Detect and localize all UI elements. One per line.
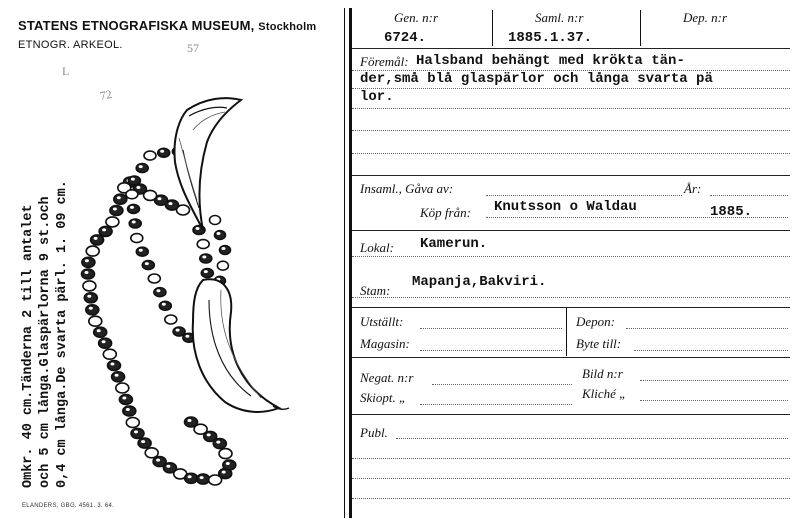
bead — [185, 417, 198, 427]
kop-year: 1885. — [710, 204, 753, 220]
bead — [128, 176, 140, 185]
bead-highlight — [226, 462, 230, 465]
bead-highlight — [222, 471, 226, 474]
bead-highlight — [102, 340, 106, 343]
bead — [136, 164, 148, 173]
bead-highlight — [97, 329, 101, 332]
gen-number-value: 6724. — [384, 30, 427, 46]
ar-label: År: — [684, 181, 702, 196]
bead-highlight — [139, 249, 143, 252]
stam-value: Mapanja,Bakviri. — [412, 274, 547, 290]
foremal-line-2: der,små blå glaspärlor och långa svarta pä — [360, 71, 713, 87]
kliche-dotted-field — [640, 400, 788, 401]
byte-dotted-field — [634, 350, 788, 351]
bead-highlight — [185, 335, 189, 338]
bead-highlight — [141, 440, 145, 443]
bead — [82, 257, 95, 267]
bead-highlight — [89, 307, 93, 310]
bead-highlight — [106, 351, 110, 354]
bead-highlight — [160, 150, 164, 153]
museum-name: STATENS ETNOGRAFISKA MUSEUM, — [18, 18, 255, 33]
bead-highlight — [216, 441, 220, 444]
bead — [185, 473, 198, 483]
bead — [165, 315, 177, 324]
saml-number-label: Saml. n:r — [535, 10, 584, 25]
bead — [126, 418, 139, 428]
bead-highlight — [202, 256, 206, 259]
bead — [210, 216, 221, 225]
bead-highlight — [136, 186, 140, 189]
printer-imprint: ELANDERS, GBG. 4561. 3. 64. — [22, 503, 115, 509]
insaml-label: Insaml., Gåva av: — [360, 181, 454, 196]
bead — [86, 305, 99, 315]
bead — [154, 288, 166, 297]
bead-highlight — [156, 289, 160, 292]
notes-line-3: 0,4 cm långa.De svarta pärl. 1. 09 cm. — [55, 180, 70, 488]
rule-header — [352, 48, 790, 49]
bead — [116, 383, 129, 393]
bead — [83, 281, 96, 291]
bead — [131, 428, 144, 438]
bead-highlight — [200, 241, 204, 244]
foremal-line-3: lor. — [360, 89, 394, 105]
bead-highlight — [131, 178, 135, 181]
dotted-line — [352, 256, 790, 257]
rule-foremal — [352, 175, 790, 176]
bead — [106, 217, 119, 227]
dotted-line — [352, 478, 790, 479]
ar-dotted-field — [710, 195, 788, 196]
bead-highlight — [166, 465, 170, 468]
bead — [217, 261, 228, 270]
negat-label: Negat. n:r — [360, 370, 414, 385]
bead-highlight — [94, 237, 98, 240]
dotted-line — [352, 297, 790, 298]
kop-value: Knutsson o Waldau — [494, 199, 637, 215]
bead-highlight — [158, 197, 162, 200]
bead-highlight — [126, 408, 130, 411]
bead — [145, 448, 158, 458]
museum-city: Stockholm — [258, 21, 317, 33]
bead-highlight — [151, 276, 155, 279]
bead-highlight — [207, 433, 211, 436]
bead-highlight — [89, 248, 93, 251]
bild-label: Bild n:r — [582, 366, 623, 381]
bead — [201, 269, 213, 278]
bead-highlight — [222, 247, 226, 250]
storage-divider — [566, 308, 567, 356]
bead — [173, 327, 185, 336]
bead-highlight — [162, 303, 166, 306]
faint-catalog-mark: 57 — [187, 41, 199, 55]
foremal-line-1: Halsband behängt med krökta tän- — [416, 53, 685, 69]
bead — [138, 438, 151, 448]
foremal-label: Föremål: — [360, 54, 409, 69]
bead-highlight — [86, 283, 90, 286]
bead-highlight — [122, 397, 126, 400]
bead — [215, 231, 226, 240]
card-left-rule — [344, 8, 345, 518]
insaml-dotted-field — [486, 195, 682, 196]
bead — [219, 449, 232, 459]
bead-highlight — [145, 262, 149, 265]
rule-storage — [352, 357, 790, 358]
bead — [114, 194, 127, 204]
bead — [91, 235, 104, 245]
bead-highlight — [217, 232, 221, 235]
bead — [119, 395, 132, 405]
bead-highlight — [113, 208, 117, 211]
saml-number-value: 1885.1.37. — [508, 30, 593, 46]
bead — [128, 204, 140, 213]
bild-dotted-field — [640, 380, 788, 381]
header-divider-1 — [492, 10, 493, 46]
dotted-line — [352, 88, 790, 89]
bead — [223, 460, 236, 470]
bead — [99, 338, 112, 348]
bead — [220, 246, 231, 255]
depon-dotted-field — [626, 328, 788, 329]
bead-highlight — [132, 221, 136, 224]
header-divider-2 — [640, 10, 641, 46]
stam-label: Stam: — [360, 283, 391, 298]
bead-highlight — [156, 459, 160, 462]
bead-highlight — [212, 477, 216, 480]
bead-highlight — [147, 153, 151, 156]
notes-line-1: Omkr. 40 cm.Tänderna 2 till antalet — [21, 204, 36, 488]
bead — [89, 316, 102, 326]
kop-dotted-field — [486, 217, 788, 218]
skiopt-dotted-field — [420, 404, 572, 405]
lokal-value: Kamerun. — [420, 236, 488, 252]
bead-highlight — [139, 165, 143, 168]
bead-highlight — [200, 476, 204, 479]
bead-highlight — [92, 318, 96, 321]
bead — [112, 372, 125, 382]
bead-highlight — [117, 196, 121, 199]
depon-label: Depon: — [576, 314, 615, 329]
publ-dotted-field — [396, 438, 788, 439]
bead-highlight — [197, 426, 201, 429]
bead-highlight — [133, 235, 137, 238]
bead-highlight — [134, 430, 138, 433]
bead-highlight — [176, 329, 180, 332]
gen-number-label: Gen. n:r — [394, 10, 439, 25]
bead-highlight — [129, 420, 133, 423]
bead-highlight — [85, 271, 89, 274]
bead-highlight — [180, 207, 184, 210]
bead-highlight — [169, 202, 173, 205]
skiopt-label: Skiopt. „ — [360, 390, 407, 405]
kliche-label: Kliché „ — [582, 386, 627, 401]
bead-highlight — [128, 191, 132, 194]
card-left-rule-heavy — [349, 8, 352, 518]
bead — [197, 240, 209, 249]
bead — [94, 327, 107, 337]
kop-label: Köp från: — [420, 205, 471, 220]
magasin-dotted-field — [420, 350, 562, 351]
bead — [148, 274, 160, 283]
rule-insaml — [352, 230, 790, 231]
bead — [86, 246, 99, 256]
bead-highlight — [147, 192, 151, 195]
dotted-line — [352, 498, 790, 499]
dotted-line — [352, 458, 790, 459]
publ-label: Publ. — [360, 425, 388, 440]
notes-line-2: och 5 cm långa.Glaspärlorna 9 st.och — [38, 196, 53, 488]
dotted-line — [352, 108, 790, 109]
bead-highlight — [121, 185, 125, 188]
bead — [197, 474, 210, 484]
bead — [158, 148, 170, 157]
utstallt-dotted-field — [420, 328, 562, 329]
bead — [110, 206, 123, 216]
bead-highlight — [222, 451, 226, 454]
dotted-line — [352, 153, 790, 154]
bead — [144, 151, 156, 160]
bead — [129, 219, 141, 228]
museum-header — [18, 18, 316, 33]
bead — [136, 247, 148, 256]
dep-number-label: Dep. n:r — [683, 10, 728, 25]
bead-highlight — [219, 263, 223, 266]
bead-highlight — [109, 219, 113, 222]
bead — [200, 254, 212, 263]
lokal-label: Lokal: — [360, 240, 394, 255]
bead — [123, 406, 136, 416]
bead — [99, 226, 112, 236]
bead-highlight — [177, 471, 181, 474]
bead — [142, 261, 154, 270]
rule-lokal — [352, 307, 790, 308]
bead-highlight — [130, 206, 134, 209]
utstallt-label: Utställt: — [360, 314, 404, 329]
bead-highlight — [119, 385, 123, 388]
dotted-line — [352, 130, 790, 131]
bead-highlight — [111, 363, 115, 366]
bead — [131, 234, 143, 243]
bead-highlight — [167, 317, 171, 320]
bead-highlight — [196, 227, 200, 230]
bead-highlight — [212, 217, 216, 220]
bead-highlight — [102, 228, 106, 231]
bead-highlight — [87, 295, 91, 298]
bead-highlight — [115, 374, 119, 377]
faint-pencil-mark: L — [62, 64, 70, 78]
bead — [84, 293, 97, 303]
magasin-label: Magasin: — [360, 336, 410, 351]
bead — [103, 349, 116, 359]
necklace-drawing-icon — [75, 90, 300, 505]
byte-label: Byte till: — [576, 336, 622, 351]
bead — [159, 301, 171, 310]
bead-highlight — [85, 259, 89, 262]
bead-highlight — [188, 419, 192, 422]
negat-dotted-field — [432, 384, 572, 385]
faint-pencil-number: 72 — [98, 86, 114, 104]
dotted-line — [352, 70, 790, 71]
bead — [82, 269, 95, 279]
bead — [126, 190, 138, 199]
bead-highlight — [148, 450, 152, 453]
bead-highlight — [188, 475, 192, 478]
bead-highlight — [204, 270, 208, 273]
department-label: ETNOGR. ARKEOL. — [18, 39, 123, 51]
bead — [108, 361, 121, 371]
rule-photo — [352, 414, 790, 415]
